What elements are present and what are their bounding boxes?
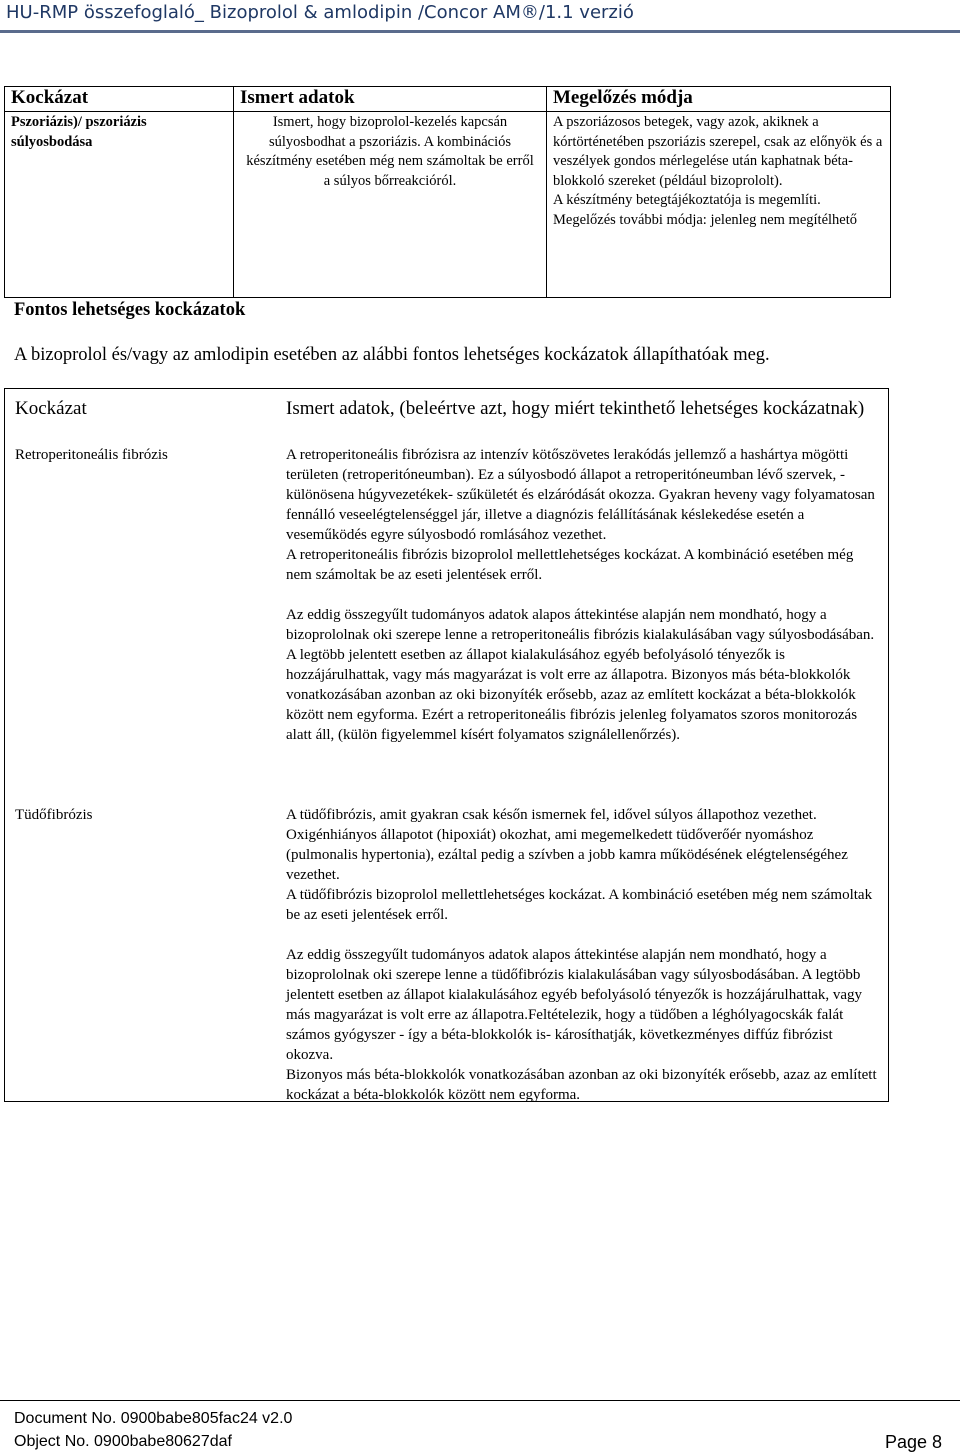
paragraph: A retroperitoneális fibrózis bizoprolol mellettlehetséges kockázat. A kombináció esetében még nem számoltak be az eseti jelentések erről. <box>286 547 854 583</box>
table2-header-known: Ismert adatok, (beleértve azt, hogy miért tekinthető lehetséges kockázatnak) <box>286 398 865 419</box>
footer-object-no: Object No. 0900babe80627daf <box>14 1433 232 1450</box>
section-intro: A bizoprolol és/vagy az amlodipin esetében az alábbi fontos lehetséges kockázatok állapíthatóak meg. <box>14 345 770 365</box>
table2-risk-retroperitoneal: Retroperitoneális fibrózis <box>15 447 168 463</box>
table1-cell-known: Ismert, hogy bizoprolol-kezelés kapcsán súlyosbodhat a pszoriázis. A kombinációs készítmény esetében még nem számoltak be erről a súlyos bőrreakcióról. <box>234 112 547 298</box>
paragraph: A retroperitoneális fibrózisra az intenzív kötőszövetes lerakódás jellemző a hashártya mögötti területen (retroperitóneumban). Ez a súlyosbodó állapot a retroperitóneumban lévő szervek, -különösena húgyvezetékek- szűkületét és elzáródását okozza. Gyakran heveny vagy folyamatosan fennálló veseelégtelenséggel jár, illetve a diagnózis felállításának késlekedése esetén a veseműködés egyre súlyosbodó romlásához vezethet. <box>286 447 875 543</box>
table1-cell-prevention <box>547 112 891 298</box>
table1-header-known: Ismert adatok <box>234 87 547 112</box>
risk-table-fibrosis <box>4 388 889 1102</box>
paragraph: A tüdőfibrózis bizoprolol mellettlehetséges kockázat. A kombináció esetében még nem számoltak be az eseti jelentések erről. <box>286 887 873 923</box>
table2-known-retroperitoneal <box>286 445 882 745</box>
header-rule <box>0 30 960 33</box>
prevention-line: Megelőzés további módja: jelenleg nem megítélhető <box>553 211 858 228</box>
page-number: Page 8 <box>884 1432 942 1452</box>
paragraph: A tüdőfibrózis, amit gyakran csak későn ismernek fel, idővel súlyos állapothoz vezethet. Oxigénhiányos állapotot (hipoxiát) okozhat, ami megemelkedett tüdőverőér nyomáshoz (pulmonalis hypertonia), ezáltal pedig a szívben a jobb kamra működésének elégtelenségéhez vezethet. <box>286 807 848 883</box>
table2-risk-lung-fibrosis: Tüdőfibrózis <box>15 807 93 823</box>
paragraph: Az eddig összegyűlt tudományos adatok alapos áttekintése alapján nem mondható, hogy a bizoprololnak oki szerepe lenne a tüdőfibrózis kialakulásában vagy súlyosbodásában. A legtöbb jelentett esetben az állapot kialakulásához egyéb befolyásoló tényezők is hozzájárulhattak, vagy más magyarázat is volt erre az állapotra.Feltételezik, hogy a tüdőben a léghólyagocskák falát számos gyógyszer - így a béta-blokkolók is- károsíthatják, következményes diffúz fibrózist okozva. <box>286 947 863 1063</box>
paragraph: Az eddig összegyűlt tudományos adatok alapos áttekintése alapján nem mondható, hogy a bizoprololnak oki szerepe lenne a retroperitoneális fibrózis kialakulásában vagy súlyosbodásában. A legtöbb jelentett esetben az állapot kialakulásához egyéb befolyásoló tényezők is hozzájárulhattak, vagy más magyarázat is volt erre az állapotra. Bizonyos más béta-blokkolók vonatkozásában azonban az oki bizonyíték erősebb, azaz az említett kockázat a béta-blokkolók között nem egyforma. Ezért a retroperitoneális fibrózis jelenleg folyamatos szoros monitorozás alatt áll, (külön figyelemmel kísért folyamatos szignálellenőrzés). <box>286 607 875 743</box>
section-heading: Fontos lehetséges kockázatok <box>14 300 246 320</box>
table2-known-lung-fibrosis <box>286 805 882 1105</box>
prevention-line: A pszoriázosos betegek, vagy azok, akiknek a kórtörténetében pszoriázis szerepel, csak az előnyök és a veszélyek gondos mérlegelése után kaphatnak béta-blokkoló szereket (például bizoprololt). <box>553 114 883 189</box>
table1-header-prevention: Megelőzés módja <box>547 87 891 112</box>
header-title: HU-RMP összefoglaló_ Bizoprolol & amlodipin /Concor AM®/1.1 verzió <box>6 2 634 23</box>
table1-header-risk: Kockázat <box>5 87 234 112</box>
table1-cell-risk: Pszoriázis)/ pszoriázis súlyosbodása <box>5 112 234 298</box>
footer-document-no: Document No. 0900babe805fac24 v2.0 <box>14 1410 293 1427</box>
table2-header-risk: Kockázat <box>15 398 87 419</box>
footer-rule <box>0 1400 960 1401</box>
paragraph: Bizonyos más béta-blokkolók vonatkozásában azonban az oki bizonyíték erősebb, azaz az említett kockázat a béta-blokkolók között nem egyforma. <box>286 1067 877 1103</box>
prevention-line: A készítmény betegtájékoztatója is megemlíti. <box>553 192 821 209</box>
risk-table-psoriasis <box>4 86 891 298</box>
